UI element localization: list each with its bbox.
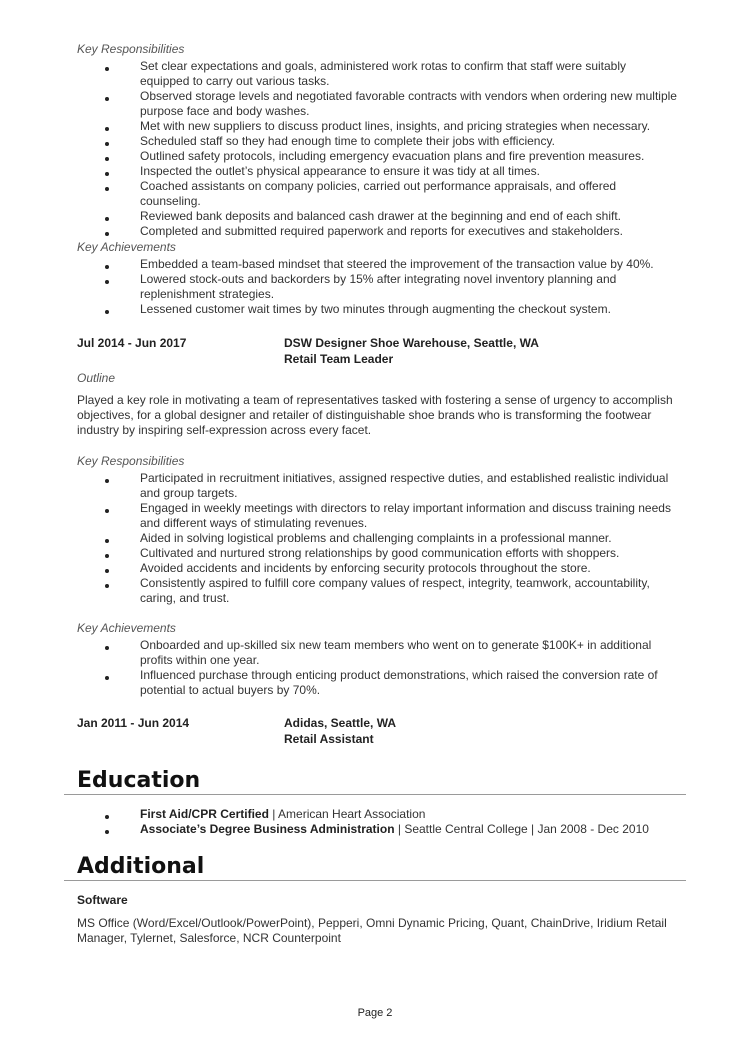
list-item: Observed storage levels and negotiated favorable contracts with vendors when ordering new multiple purpose face and body washes.: [77, 89, 677, 119]
job3-company: Adidas, Seattle, WA: [284, 716, 397, 730]
list-item: Engaged in weekly meetings with directors to relay important information and discuss training needs and different ways of stimulating revenues.: [77, 501, 677, 531]
job1-achievements-section: [77, 240, 677, 317]
job2-responsibilities-list: [77, 471, 677, 606]
list-item: Consistently aspired to fulfill core company values of respect, integrity, teamwork, accountability, caring, and trust.: [77, 576, 677, 606]
list-item: Onboarded and up-skilled six new team members who went on to generate $100K+ in additional profits within one year.: [77, 638, 677, 668]
job2-info: [284, 335, 539, 367]
list-item: Set clear expectations and goals, administered work rotas to confirm that staff were suitably equipped to carry out various tasks.: [77, 59, 677, 89]
job1-achievements-heading: Key Achievements: [77, 240, 176, 254]
list-item: Inspected the outlet’s physical appearance to ensure it was tidy at all times.: [77, 164, 677, 179]
job1-responsibilities-heading: Key Responsibilities: [77, 42, 185, 56]
job1-achievements-list: [77, 257, 677, 317]
job1-responsibilities-list: [77, 59, 677, 239]
job2-company: DSW Designer Shoe Warehouse, Seattle, WA: [284, 336, 539, 350]
education-item-details: | American Heart Association: [268, 807, 426, 821]
job2-outline-section: [77, 371, 677, 438]
education-section: [77, 807, 677, 837]
list-item: Reviewed bank deposits and balanced cash drawer at the beginning and end of each shift.: [77, 209, 677, 224]
job2-responsibilities-heading: Key Responsibilities: [77, 454, 185, 468]
list-item: Coached assistants on company policies, carried out performance appraisals, and offered counseling.: [77, 179, 677, 209]
additional-heading: Additional: [77, 854, 205, 879]
education-item-name: First Aid/CPR Certified: [140, 807, 269, 821]
list-item: Participated in recruitment initiatives, assigned respective duties, and established realistic individual and group targets.: [77, 471, 677, 501]
job2-achievements-list: [77, 638, 677, 698]
education-item-name: Associate’s Degree Business Administration: [140, 822, 395, 836]
education-item: [77, 822, 677, 837]
list-item: Influenced purchase through enticing product demonstrations, which raised the conversion rate of potential to actual buyers by 70%.: [77, 668, 677, 698]
education-divider: [64, 794, 686, 795]
list-item: Lessened customer wait times by two minutes through augmenting the checkout system.: [77, 302, 677, 317]
education-item-details: | Seattle Central College | Jan 2008 - Dec 2010: [394, 822, 649, 836]
software-text: MS Office (Word/Excel/Outlook/PowerPoint), Pepperi, Omni Dynamic Pricing, Quant, ChainDrive, Iridium Retail Manager, Tylernet, Salesforce, NCR Counterpoint: [77, 916, 667, 945]
job2-dates: Jul 2014 - Jun 2017: [77, 336, 187, 350]
job2-achievements-heading: Key Achievements: [77, 621, 176, 635]
list-item: Avoided accidents and incidents by enforcing security protocols throughout the store.: [77, 561, 677, 576]
list-item: Aided in solving logistical problems and challenging complaints in a professional manner.: [77, 531, 677, 546]
education-list: [77, 807, 677, 837]
list-item: Embedded a team-based mindset that steered the improvement of the transaction value by 40%.: [77, 257, 677, 272]
job1-responsibilities-section: [77, 42, 677, 239]
software-label: Software: [77, 893, 128, 907]
job2-title: Retail Team Leader: [284, 352, 394, 366]
list-item: Completed and submitted required paperwork and reports for executives and stakeholders.: [77, 224, 677, 239]
education-item: [77, 807, 677, 822]
list-item: Outlined safety protocols, including emergency evacuation plans and fire prevention measures.: [77, 149, 677, 164]
job2-outline-text: Played a key role in motivating a team of representatives tasked with fostering a sense of urgency to accomplish objectives, for a global designer and retailer of distinguishable shoe brands who is transforming the footwear industry by inspiring self-expression across every facet.: [77, 393, 673, 437]
list-item: Lowered stock-outs and backorders by 15% after integrating novel inventory planning and replenishment strategies.: [77, 272, 677, 302]
job3-dates: Jan 2011 - Jun 2014: [77, 716, 190, 730]
list-item: Met with new suppliers to discuss product lines, insights, and pricing strategies when necessary.: [77, 119, 677, 134]
job2-outline-heading: Outline: [77, 371, 116, 385]
page-number: Page 2: [357, 1007, 393, 1019]
list-item: Scheduled staff so they had enough time to complete their jobs with efficiency.: [77, 134, 677, 149]
list-item: Cultivated and nurtured strong relationships by good communication efforts with shoppers.: [77, 546, 677, 561]
additional-divider: [64, 880, 686, 881]
additional-section: [77, 893, 677, 946]
job3-info: [284, 715, 396, 747]
job2-achievements-section: [77, 621, 677, 698]
education-heading: Education: [77, 768, 201, 793]
job2-responsibilities-section: [77, 454, 677, 606]
job3-title: Retail Assistant: [284, 732, 374, 746]
